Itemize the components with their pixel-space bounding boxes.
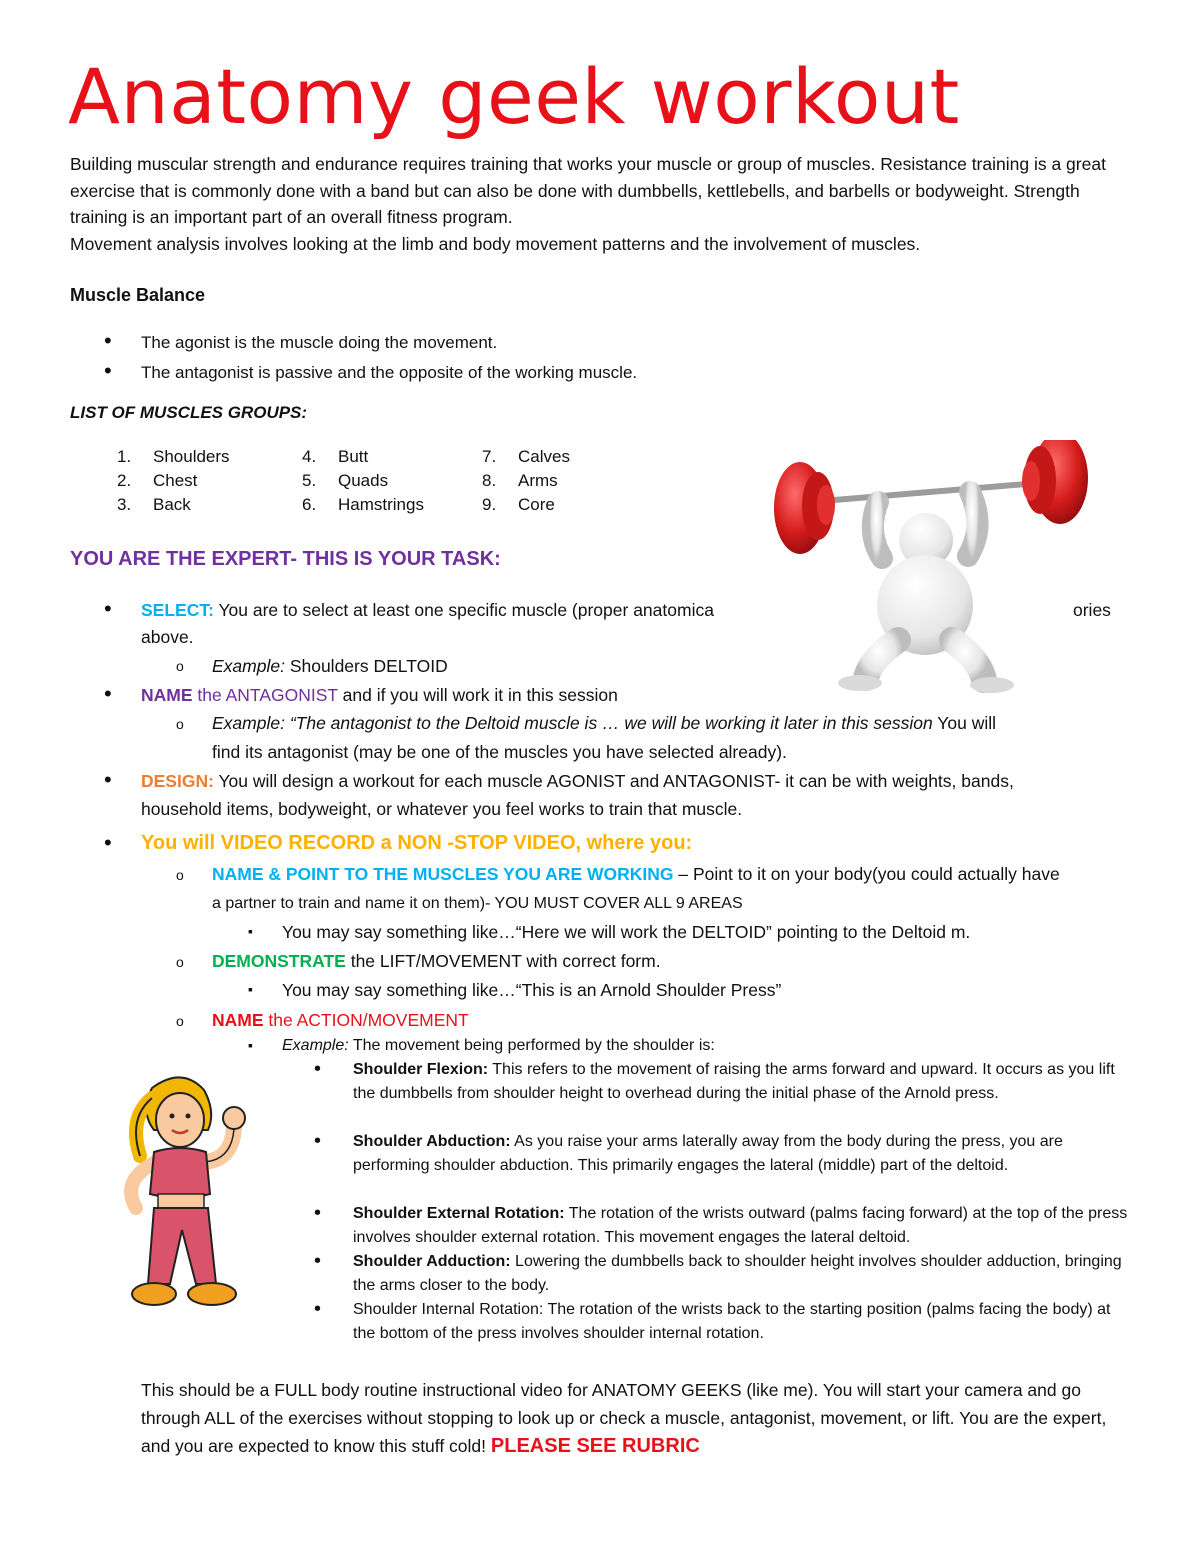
intro-section [70,151,1140,257]
muscle-groups-column-2 [302,445,424,517]
movement-item: Shoulder Abduction: As you raise your arms laterally away from the body during the press, you are performing shoulder abduction. This primarily engages the lateral (middle) part of the deltoid. [353,1133,1063,1174]
bullet-icon [314,1056,321,1084]
rubric-notice: PLEASE SEE RUBRIC [490,1435,700,1457]
movement-item: Shoulder Internal Rotation: The rotation of the wrists back to the starting position (palms facing the body) at the bottom of the press involves shoulder internal rotation. [353,1301,1111,1342]
flexing-woman-cartoon-icon [92,1068,272,1326]
circle-bullet-icon [176,1008,184,1035]
design-line: DESIGN: You will design a workout for each muscle AGONIST and ANTAGONIST- it can be with weights, bands, [141,771,1014,791]
muscle-groups-column-1 [117,445,230,517]
bullet-icon [314,1200,321,1228]
bullet-icon [314,1128,321,1156]
movement-item: Shoulder Flexion: This refers to the movement of raising the arms forward and upward. It occurs as you lift the dumbbells from shoulder height to overhead during the initial phase of the Arnold press. [353,1061,1115,1102]
square-bullet-icon [248,1032,253,1059]
video-heading: You will VIDEO RECORD a NON -STOP VIDEO, where you: [141,832,693,854]
name-example-2: find its antagonist (may be one of the muscles you have selected already). [212,742,787,762]
muscle-groups-column-3 [482,445,570,517]
balance-item-1: The agonist is the muscle doing the movement. [141,333,498,352]
select-line: SELECT: You are to select at least one specific muscle (proper anatomica [141,600,714,620]
bullet-icon [104,328,112,357]
movement-item: Shoulder Adduction: Lowering the dumbbells back to shoulder height involves shoulder adduction, bringing the arms closer to the body. [353,1253,1122,1294]
square-bullet-icon [248,976,253,1003]
list-item: 7. Calves [482,447,570,466]
name-antagonist-line: NAME the ANTAGONIST and if you will work it in this session [141,685,618,705]
bullet-icon [104,681,112,710]
action-line: NAME the ACTION/MOVEMENT [212,1010,469,1030]
list-item: 2. Chest [117,471,198,490]
bullet-icon [104,830,112,859]
demo-sub: You may say something like…“This is an Arnold Shoulder Press” [282,980,782,1000]
document-title: Anatomy geek workout [68,52,960,141]
task-heading: YOU ARE THE EXPERT- THIS IS YOUR TASK: [70,548,501,570]
point-line: NAME & POINT TO THE MUSCLES YOU ARE WORKING – Point to it on your body(you could actually have [212,864,1060,884]
circle-bullet-icon [176,862,184,889]
design-line-2: household items, bodyweight, or whatever you feel works to train that muscle. [141,799,743,819]
circle-bullet-icon [176,653,184,680]
bullet-icon [104,596,112,625]
square-bullet-icon [248,918,253,945]
select-line-2: above. [141,627,194,647]
weightlifter-figure-icon [770,440,1110,695]
circle-bullet-icon [176,711,184,738]
list-item: 6. Hamstrings [302,495,424,514]
point-sub: You may say something like…“Here we will work the DELTOID” pointing to the Deltoid m. [282,922,971,942]
list-item: 5. Quads [302,471,389,490]
select-line-tail: ories [1073,600,1111,620]
bullet-icon [104,358,112,387]
list-item: 9. Core [482,495,555,514]
bullet-icon [104,767,112,796]
movement-item: Shoulder External Rotation: The rotation of the wrists outward (palms facing forward) at the top of the press involves shoulder external rotation. This movement engages the lateral deltoid. [353,1205,1128,1246]
closing-paragraph: This should be a FULL body routine instructional video for ANATOMY GEEKS (like me). You will start your camera and go through ALL of the exercises without stopping to look up or check a muscle, antagonist, movement, or lift. You are the expert, and you are expected to know this stuff cold! PLEASE SEE RUBRIC [141,1380,1107,1457]
list-item: 3. Back [117,495,191,514]
intro-paragraph-2: Movement analysis involves looking at the limb and body movement patterns and the involvement of muscles. [70,233,921,254]
demo-line: DEMONSTRATE the LIFT/MOVEMENT with correct form. [212,951,661,971]
bullet-icon [314,1248,321,1276]
list-item: 8. Arms [482,471,558,490]
balance-item-2: The antagonist is passive and the opposite of the working muscle. [141,363,638,382]
name-example: Example: “The antagonist to the Deltoid muscle is … we will be working it later in this session You will [212,713,996,733]
list-item: 1. Shoulders [117,447,230,466]
list-item: 4. Butt [302,447,369,466]
bullet-icon [314,1296,321,1324]
action-example: Example: The movement being performed by the shoulder is: [282,1037,715,1054]
intro-paragraph-1: Building muscular strength and endurance requires training that works your muscle or group of muscles. Resistance training is a great exercise that is commonly done with a band but can also be done with dumbbells, kettlebells, and barbells or bodyweight. Strength training is an important part of an overall fitness program. [70,154,1106,227]
select-example: Example: Shoulders DELTOID [212,656,448,676]
muscle-balance-heading: Muscle Balance [70,285,206,305]
circle-bullet-icon [176,949,184,976]
point-line-2: a partner to train and name it on them)- YOU MUST COVER ALL 9 AREAS [212,895,743,912]
muscle-groups-heading: LIST OF MUSCLES GROUPS: [70,403,308,422]
